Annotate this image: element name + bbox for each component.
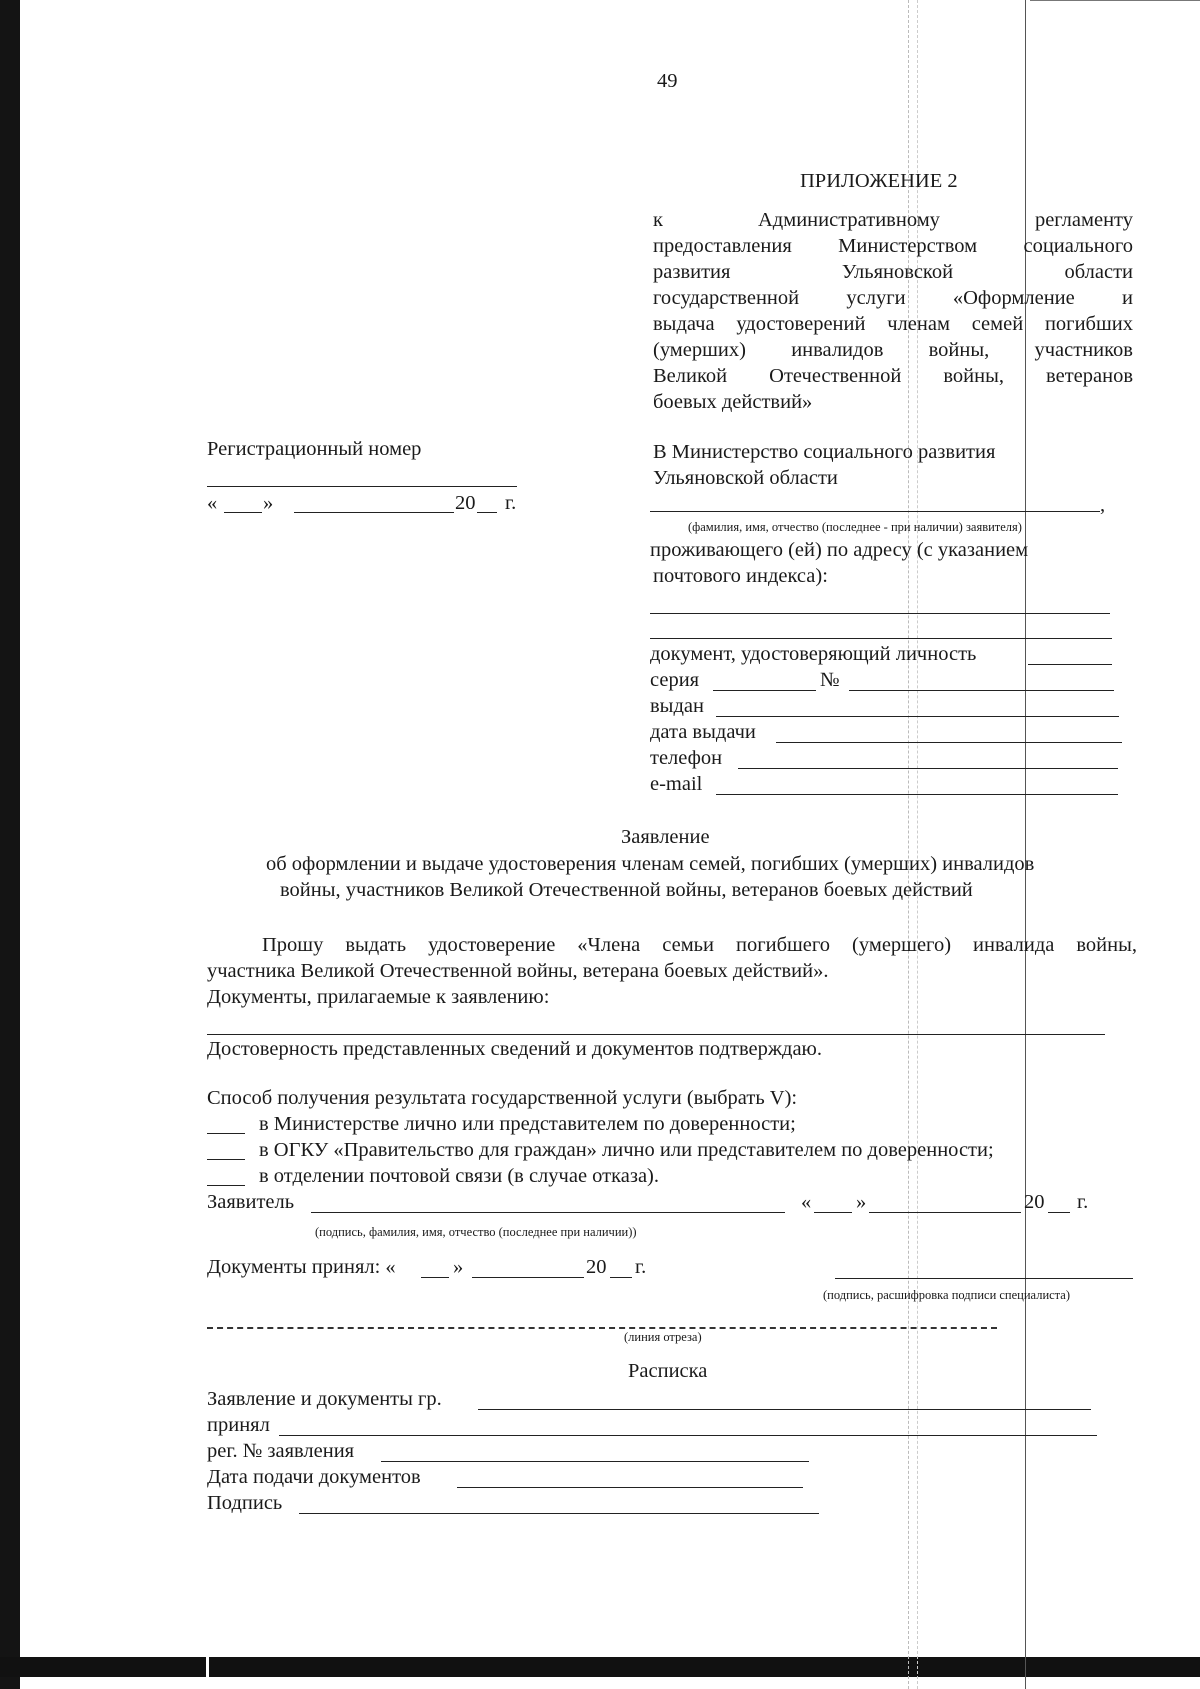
receipt-signature-line[interactable] — [299, 1513, 819, 1514]
phone-label: телефон — [650, 747, 723, 769]
cut-line-label: (линия отреза) — [624, 1330, 702, 1344]
appendix-line: Великой Отечественной войны, ветеранов — [653, 365, 1133, 387]
registration-label: Регистрационный номер — [207, 438, 422, 460]
registration-month-line[interactable] — [294, 512, 454, 513]
accepted-year-line[interactable] — [610, 1277, 632, 1278]
accepted-label: Документы принял: « — [207, 1256, 396, 1278]
issued-label: выдан — [650, 695, 704, 717]
applicant-signature-line[interactable] — [311, 1212, 785, 1213]
registration-year-suffix: г. — [505, 492, 517, 514]
series-label: серия — [650, 669, 700, 691]
registration-year-line[interactable] — [477, 512, 497, 513]
scan-left-edge — [0, 0, 20, 1689]
option-checkbox[interactable] — [207, 1133, 245, 1134]
statement-title: Заявление — [621, 826, 710, 848]
method-title: Способ получения результата государственной услуги (выбрать V): — [207, 1087, 798, 1109]
option-label: в Министерстве лично или представителем по доверенности; — [259, 1113, 796, 1135]
applicant-date-open: « — [801, 1191, 812, 1213]
applicant-year: 20 — [1024, 1191, 1045, 1213]
option-checkbox[interactable] — [207, 1185, 245, 1186]
appendix-line: боевых действий» — [653, 391, 813, 413]
attached-docs-line[interactable] — [207, 1034, 1105, 1035]
accepted-date-close: » — [453, 1256, 464, 1278]
name-caption: (фамилия, имя, отчество (последнее - при наличии) заявителя) — [688, 520, 1022, 534]
appendix-line: государственной услуги «Оформление и — [653, 287, 1133, 309]
appendix-line: предоставления Министерством социального — [653, 235, 1133, 257]
applicant-day-line[interactable] — [814, 1212, 852, 1213]
applicant-name-line[interactable] — [650, 511, 1100, 512]
scan-bottom-gap — [206, 1657, 209, 1677]
receipt-accepted-line[interactable] — [279, 1435, 1097, 1436]
addressee-line1: В Министерство социального развития — [653, 441, 996, 463]
name-comma: , — [1100, 494, 1106, 516]
request-text: Прошу выдать удостоверение «Члена семьи погибшего (умершего) инвалида войны, — [262, 934, 1137, 956]
address-line[interactable] — [650, 613, 1110, 614]
issued-line[interactable] — [716, 716, 1119, 717]
accepted-month-line[interactable] — [472, 1277, 584, 1278]
option-label: в ОГКУ «Правительство для граждан» лично или представителем по доверенности; — [259, 1139, 994, 1161]
specialist-signature-line[interactable] — [835, 1278, 1133, 1279]
registration-date-close: » — [263, 492, 274, 514]
appendix-line: к Административному регламенту — [653, 209, 1133, 231]
receipt-row-label: рег. № заявления — [207, 1440, 355, 1462]
receipt-applicant-line[interactable] — [478, 1409, 1091, 1410]
receipt-row-label: Подпись — [207, 1492, 283, 1514]
address-label-2: почтового индекса): — [653, 565, 828, 587]
accepted-day-line[interactable] — [421, 1277, 449, 1278]
number-label: № — [820, 669, 840, 691]
addressee-line2: Ульяновской области — [653, 467, 838, 489]
registration-day-line[interactable] — [224, 512, 262, 513]
statement-subtitle: об оформлении и выдаче удостоверения членам семей, погибших (умерших) инвалидов — [266, 853, 1035, 875]
accepted-year: 20 — [586, 1256, 607, 1278]
option-checkbox[interactable] — [207, 1159, 245, 1160]
series-line[interactable] — [713, 690, 816, 691]
scan-bottom-edge — [0, 1657, 1200, 1677]
receipt-title: Расписка — [628, 1360, 708, 1382]
receipt-date-line[interactable] — [457, 1487, 803, 1488]
id-document-line[interactable] — [1028, 664, 1112, 665]
number-line[interactable] — [849, 690, 1114, 691]
page-number: 49 — [657, 70, 678, 92]
attached-docs-label: Документы, прилагаемые к заявлению: — [207, 986, 550, 1008]
email-line[interactable] — [716, 794, 1118, 795]
scan-top-line — [1030, 0, 1200, 1]
receipt-reg-number-line[interactable] — [381, 1461, 809, 1462]
receipt-row-label: Заявление и документы гр. — [207, 1388, 442, 1410]
address-line[interactable] — [650, 638, 1112, 639]
registration-number-line[interactable] — [207, 486, 517, 487]
statement-subtitle: войны, участников Великой Отечественной войны, ветеранов боевых действий — [280, 879, 973, 901]
receipt-row-label: принял — [207, 1414, 270, 1436]
issue-date-line[interactable] — [776, 742, 1122, 743]
appendix-line: (умерших) инвалидов войны, участников — [653, 339, 1133, 361]
registration-date-open: « — [207, 492, 218, 514]
appendix-line: выдача удостоверений членам семей погибших — [653, 313, 1133, 335]
registration-year: 20 — [455, 492, 476, 514]
appendix-title: ПРИЛОЖЕНИЕ 2 — [800, 170, 958, 192]
option-label: в отделении почтовой связи (в случае отказа). — [259, 1165, 660, 1187]
specialist-caption: (подпись, расшифровка подписи специалиста) — [823, 1288, 1071, 1302]
email-label: e-mail — [650, 773, 703, 795]
request-text-2: участника Великой Отечественной войны, ветерана боевых действий». — [207, 960, 829, 982]
applicant-date-close: » — [856, 1191, 867, 1213]
phone-line[interactable] — [738, 768, 1118, 769]
applicant-caption: (подпись, фамилия, имя, отчество (последнее при наличии)) — [315, 1225, 637, 1239]
appendix-line: развития Ульяновской области — [653, 261, 1133, 283]
cut-line — [207, 1327, 997, 1329]
id-document-label: документ, удостоверяющий личность — [650, 643, 977, 665]
receipt-row-label: Дата подачи документов — [207, 1466, 421, 1488]
applicant-month-line[interactable] — [869, 1212, 1021, 1213]
accepted-year-suffix: г. — [635, 1256, 647, 1278]
applicant-label: Заявитель — [207, 1191, 295, 1213]
applicant-year-suffix: г. — [1077, 1191, 1089, 1213]
confirm-text: Достоверность представленных сведений и документов подтверждаю. — [207, 1038, 822, 1060]
issue-date-label: дата выдачи — [650, 721, 756, 743]
applicant-year-line[interactable] — [1048, 1212, 1070, 1213]
address-label: проживающего (ей) по адресу (с указанием — [650, 539, 1029, 561]
